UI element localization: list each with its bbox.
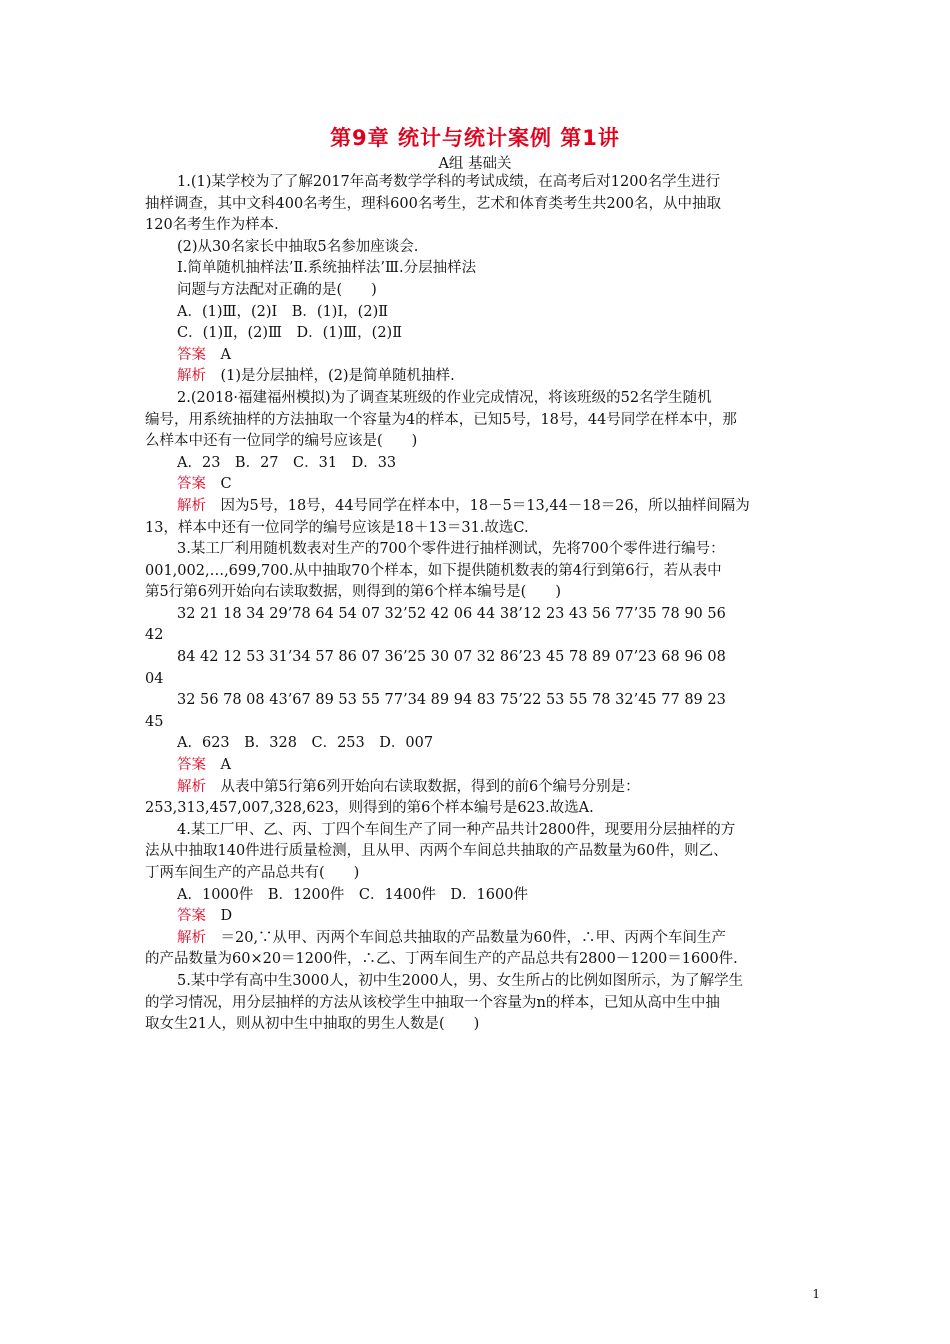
analysis-text: 因为5号，18号，44号同学在样本中，18－5＝13,44－18＝26，所以抽样间隔为 xyxy=(206,497,750,514)
question-3 xyxy=(145,539,805,820)
question-text: (2)从30名家长中抽取5名参加座谈会. xyxy=(177,238,419,255)
analysis-text: 253,313,457,007,328,623，则得到的第6个样本编号是623.故选A. xyxy=(145,800,594,817)
analysis-label: 解析 xyxy=(177,778,206,795)
document-body xyxy=(145,172,805,1036)
answer-options: C．(1)Ⅱ，(2)Ⅲ D．(1)Ⅲ，(2)Ⅱ xyxy=(177,325,403,342)
answer-line xyxy=(145,906,805,928)
page-number: 1 xyxy=(812,1287,820,1301)
question-5 xyxy=(145,971,805,1036)
question-text: 120名考生作为样本. xyxy=(145,217,279,234)
answer-label: 答案 xyxy=(177,346,206,363)
question-text: 4.某工厂甲、乙、丙、丁四个车间生产了同一种产品共计2800件，现要用分层抽样的方 xyxy=(177,821,736,838)
question-text: 的学习情况，用分层抽样的方法从该校学生中抽取一个容量为n的样本，已知从高中生中抽 xyxy=(145,994,720,1011)
question-text: 取女生21人，则从初中生中抽取的男生人数是( ) xyxy=(145,1016,480,1033)
analysis-label: 解析 xyxy=(177,929,206,946)
answer-label: 答案 xyxy=(177,476,206,493)
answer-value: A xyxy=(206,346,231,363)
analysis-line xyxy=(145,777,805,799)
question-4 xyxy=(145,820,805,971)
question-text: 001,002,…,699,700.从中抽取70个样本，如下提供随机数表的第4行到第6行，若从表中 xyxy=(145,562,722,579)
question-text: 么样本中还有一位同学的编号应该是( ) xyxy=(145,433,418,450)
analysis-text: ＝20,∵从甲、丙两个车间总共抽取的产品数量为60件，∴甲、丙两个车间生产 xyxy=(206,929,727,946)
answer-options: A．623 B．328 C．253 D．007 xyxy=(177,735,434,752)
analysis-label: 解析 xyxy=(177,368,206,385)
answer-label: 答案 xyxy=(177,757,206,774)
answer-line xyxy=(145,474,805,496)
answer-options: A．23 B．27 C．31 D．33 xyxy=(177,454,397,471)
answer-line xyxy=(145,755,805,777)
question-text: 丁两车间生产的产品总共有( ) xyxy=(145,865,360,881)
analysis-text: 从表中第5行第6列开始向右读取数据，得到的前6个编号分别是： xyxy=(206,778,640,795)
analysis-text: 13，样本中还有一位同学的编号应该是18＋13＝31.故选C. xyxy=(145,519,529,536)
question-text: 抽样调查，其中文科400名考生，理科600名考生，艺术和体育类考生共200名，从中抽取 xyxy=(145,195,722,212)
page-title: 第9章 统计与统计案例 第1讲 xyxy=(330,126,620,150)
answer-options: A．(1)Ⅲ，(2)Ⅰ B．(1)Ⅰ，(2)Ⅱ xyxy=(177,303,389,320)
random-number-row: 32 21 18 34 29’78 64 54 07 32’52 42 06 44 38’12 23 43 56 77’35 78 90 56 xyxy=(177,605,726,622)
analysis-line xyxy=(145,496,805,518)
answer-value: A xyxy=(206,757,231,774)
question-text: 1.(1)某学校为了了解2017年高考数学学科的考试成绩，在高考后对1200名学生进行 xyxy=(177,174,721,190)
random-number-row: 32 56 78 08 43’67 89 53 55 77’34 89 94 83 75’22 53 55 78 32’45 77 89 23 xyxy=(177,692,726,709)
answer-options: A．1000件 B．1200件 C．1400件 D．1600件 xyxy=(177,886,528,903)
answer-label: 答案 xyxy=(177,908,206,925)
section-subtitle: A组 基础关 xyxy=(438,156,512,172)
answer-value: D xyxy=(206,908,233,925)
random-number-row: 04 xyxy=(145,670,164,687)
question-text: 问题与方法配对正确的是( ) xyxy=(177,281,377,298)
analysis-line xyxy=(145,366,805,388)
question-text: 3.某工厂利用随机数表对生产的700个零件进行抽样测试，先将700个零件进行编号： xyxy=(177,541,725,558)
analysis-line xyxy=(145,928,805,950)
answer-value: C xyxy=(206,476,232,493)
analysis-text: (1)是分层抽样，(2)是简单随机抽样. xyxy=(206,368,455,385)
analysis-label: 解析 xyxy=(177,497,206,514)
question-text: 法从中抽取140件进行质量检测，且从甲、丙两个车间总共抽取的产品数量为60件，则乙、 xyxy=(145,843,728,860)
question-text: 编号，用系统抽样的方法抽取一个容量为4的样本，已知5号，18号，44号同学在样本中，那 xyxy=(145,411,737,428)
random-number-row: 42 xyxy=(145,627,164,644)
answer-line xyxy=(145,345,805,367)
question-text: Ⅰ.简单随机抽样法’Ⅱ.系统抽样法’Ⅲ.分层抽样法 xyxy=(177,260,477,277)
analysis-text: 的产品数量为60×20＝1200件，∴乙、丁两车间生产的产品总共有2800－1200＝1600件. xyxy=(145,951,738,968)
question-2 xyxy=(145,388,805,539)
random-number-row: 84 42 12 53 31’34 57 86 07 36’25 30 07 32 86’23 45 78 89 07’23 68 96 08 xyxy=(177,649,726,666)
question-text: 5.某中学有高中生3000人，初中生2000人，男、女生所占的比例如图所示，为了解学生 xyxy=(177,972,744,989)
question-text: 第5行第6列开始向右读取数据，则得到的第6个样本编号是( ) xyxy=(145,584,561,601)
random-number-row: 45 xyxy=(145,713,164,730)
question-text: 2.(2018·福建福州模拟)为了调查某班级的作业完成情况，将该班级的52名学生随机 xyxy=(177,389,712,406)
question-1 xyxy=(145,172,805,388)
